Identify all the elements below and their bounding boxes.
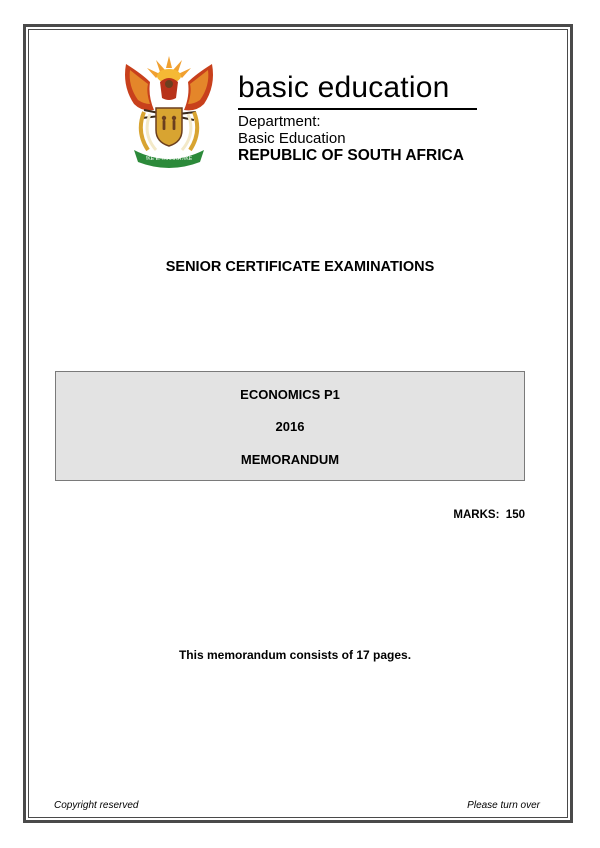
page-count-statement: This memorandum consists of 17 pages. <box>178 648 412 662</box>
subject-title: ECONOMICS P1 <box>240 387 340 402</box>
brand-divider <box>238 108 477 110</box>
department-name: Basic Education <box>238 130 346 147</box>
footer-turn-over: Please turn over <box>467 800 540 811</box>
exam-year: 2016 <box>275 419 305 434</box>
coat-of-arms-icon <box>120 52 218 168</box>
shield <box>156 108 182 146</box>
info-box <box>55 371 525 481</box>
country-name: REPUBLIC OF SOUTH AFRICA <box>238 147 464 164</box>
department-label: Department: <box>238 113 321 130</box>
brand-title: basic education <box>238 71 450 104</box>
motto-text: !KE E: /XARRA //KE <box>145 156 193 162</box>
exam-title: SENIOR CERTIFICATE EXAMINATIONS <box>165 259 435 275</box>
footer-copyright: Copyright reserved <box>54 800 139 811</box>
marks-total: MARKS: 150 <box>453 509 525 521</box>
document-type: MEMORANDUM <box>240 452 340 467</box>
